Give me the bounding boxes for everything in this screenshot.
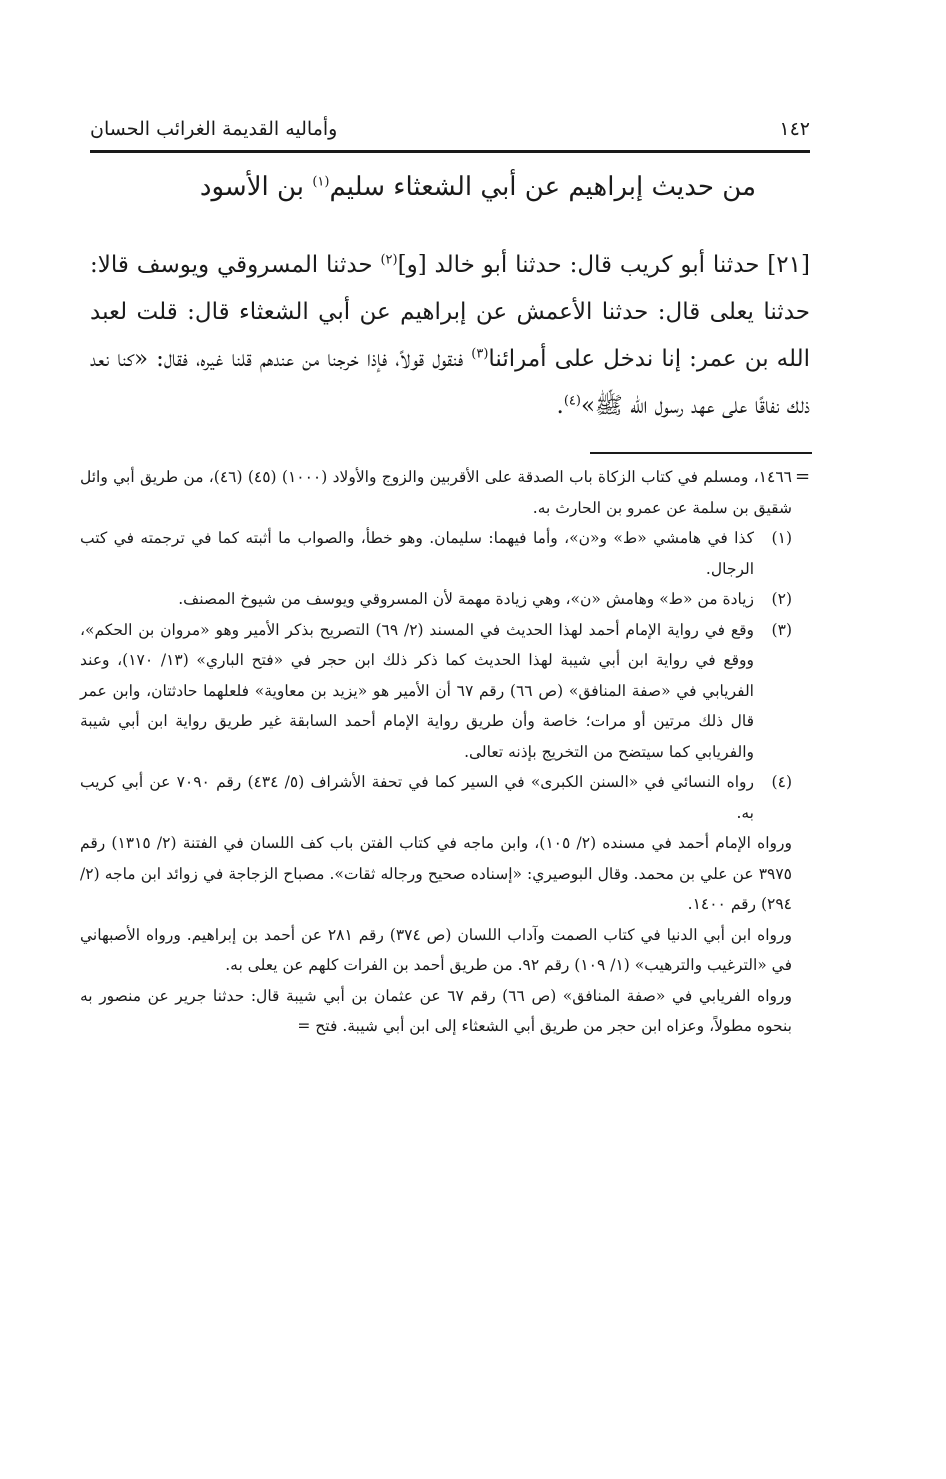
footnote-4-paragraph: ورواه الإمام أحمد في مسنده (٢/ ١٠٥)، وابن ماجه في كتاب الفتن باب كف اللسان في الفتنة (٢/ ١٣١٥) رقم ٣٩٧٥ عن علي بن محمد. وقال البوصيري: «إسناده صحيح ورجاله ثقات». مصباح الزجاجة في زوائد ابن ماجه (٢/ ٢٩٤) رقم ١٤٠٠.: [80, 834, 793, 913]
footnote-4-paragraph: ورواه الفريابي في «صفة المنافق» (ص ٦٦) رقم ٦٧ عن عثمان بن أبي شيبة قال: حدثنا جرير عن منصور به بنحوه مطولاً، وعزاه ابن حجر من طريق أبي الشعثاء إلى ابن أبي شيبة. فتح =: [80, 986, 792, 1035]
footnote-separator: [590, 452, 812, 454]
hadith-text-3: فنقول قولاً، فإذا خرجنا من عندهم قلنا غيره، فقال: «كنا نعد ذلك نفاقًا على عهد رسول الله ﷺ»: [90, 346, 810, 419]
hadith-text-2: حدثنا المسروقي ويوسف قالا: حدثنا يعلى قال: حدثنا الأعمش عن إبراهيم عن أبي الشعثاء قال: قلت لعبد الله بن عمر: إنا ندخل على أمرائنا: [90, 252, 810, 372]
page-header: [90, 112, 810, 146]
footnote-number: (٢): [771, 590, 792, 608]
footnote-continuation: ١٤٦٦، ومسلم في كتاب الزكاة باب الصدقة على الأقربين والزوج والأولاد (١٠٠٠) (٤٥) (٤٦)، من طريق أبي وائل شقيق بن سلمة عن عمرو بن الحارث به.: [80, 468, 792, 517]
footnote-text: كذا في هامشي «ط» و«ن»، وأما فيهما: سليمان. وهو خطأ، والصواب ما أثبته كما في ترجمته في كتب الرجال.: [80, 529, 754, 578]
footnote-4: [80, 767, 792, 828]
running-title: وأماليه القديمة الغرائب الحسان: [90, 118, 338, 140]
section-title-text: من حديث إبراهيم عن أبي الشعثاء سليم: [329, 172, 756, 202]
footnote-text: رواه النسائي في «السنن الكبرى» في السير كما في تحفة الأشراف (٥/ ٤٣٤) رقم ٧٠٩٠ عن أبي كريب به.: [80, 773, 754, 822]
section-title: [196, 172, 756, 202]
hadith-paragraph: [90, 242, 810, 430]
footnote-4-paragraph: ورواه ابن أبي الدنيا في كتاب الصمت وآداب اللسان (ص ٣٧٤) رقم ٢٨١ عن أحمد بن إبراهيم. ورواه الأصبهاني في «الترغيب والترهيب» (١/ ١٠٩) رقم ٩٢. من طريق أحمد بن الفرات كلهم عن يعلى به.: [80, 925, 792, 974]
footnote-ref-4: (٤): [563, 393, 581, 409]
hadith-text-4: .: [556, 393, 564, 419]
header-rule: [90, 150, 810, 153]
footnote-2: [80, 584, 792, 615]
page-number: ١٤٢: [779, 118, 810, 140]
footnotes: [80, 462, 792, 1042]
footnote-ref-3: (٣): [471, 346, 489, 362]
footnote-number: (٣): [771, 620, 792, 639]
footnote-3: [80, 615, 792, 768]
footnote-ref-1: (١): [312, 174, 330, 190]
footnote-continuation-mark: =: [795, 466, 811, 487]
hadith-text-1: [٢١] حدثنا أبو كريب قال: حدثنا أبو خالد [و]: [397, 252, 810, 278]
footnote-text: زيادة من «ط» وهامش «ن»، وهي زيادة مهمة لأن المسروقي ويوسف من شيوخ المصنف.: [178, 590, 754, 608]
footnote-1: [80, 523, 792, 584]
footnote-text: وقع في رواية الإمام أحمد لهذا الحديث في المسند (٢/ ٦٩) التصريح بذكر الأمير وهو «مروان بن الحكم»، ووقع في رواية ابن أبي شيبة لهذا الحديث كما ذكر ذلك ابن حجر في «فتح الباري» (١٣/ ١٧٠)، وعند الفريابي في «صفة المنافق» (ص ٦٦) رقم ٦٧ أن الأمير هو «يزيد بن معاوية» فلعلهما حادثتان، وابن عمر قال ذلك مرتين أو مرات؛ خاصة وأن طريق رواية الإمام أحمد السابقة غير طريق رواية ابن أبي شيبة والفريابي كما سيتضح من التخريج بإذنه تعالى.: [80, 620, 754, 761]
footnote-number: (٤): [771, 773, 792, 791]
footnote-ref-2: (٢): [380, 252, 398, 268]
footnote-number: (١): [771, 529, 792, 547]
main-text: [90, 242, 810, 430]
section-title-suffix: بن الأسود: [199, 172, 313, 202]
